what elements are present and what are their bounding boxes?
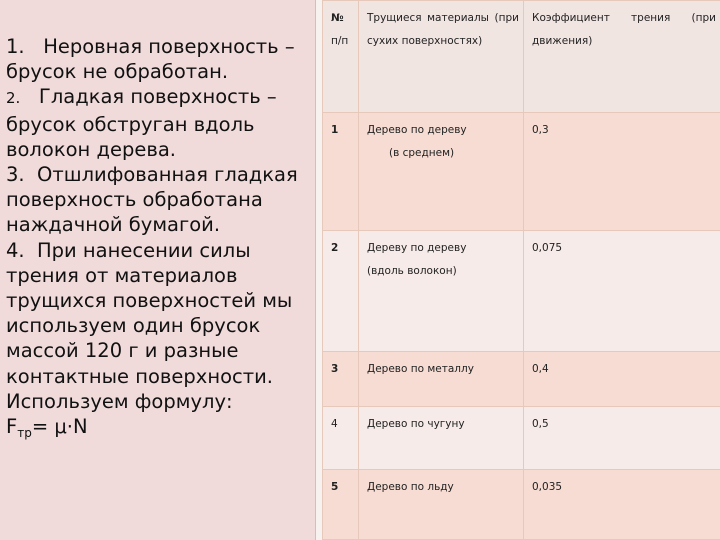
list-item-2: [6, 84, 306, 162]
row-number: 4: [323, 407, 359, 470]
formula-symbol: F: [6, 415, 18, 439]
row-material: [359, 112, 524, 230]
row-number: 5: [323, 469, 359, 539]
list-item-text: Гладкая поверхность – брусок обструган вдоль волокон дерева.: [6, 85, 277, 161]
list-item-text: Неровная поверхность – брусок не обработан.: [6, 35, 295, 84]
list-item-3: [6, 162, 306, 238]
list-item-number: 1.: [6, 35, 25, 58]
table-header-row: [323, 1, 720, 113]
table-row: [323, 351, 720, 406]
row-coefficient: 0,035: [524, 469, 720, 539]
friction-coefficient-table: [322, 0, 720, 540]
material-name: Дереву по дереву: [367, 242, 467, 255]
list-item-text: При нанесении силы трения от материалов трущихся поверхностей мы используем один брусок массой 120 г и разные контактные поверхности.: [6, 238, 293, 388]
row-material: Дерево по льду: [359, 469, 524, 539]
header-number-symbol: №: [331, 12, 344, 24]
row-number: 3: [323, 351, 359, 406]
formula-subscript: тр: [17, 426, 32, 441]
friction-table-container: [322, 0, 720, 540]
table-row: [323, 469, 720, 539]
list-item-number: 2.: [6, 89, 21, 108]
row-coefficient: 0,4: [524, 351, 720, 406]
row-material: [359, 231, 524, 351]
material-note: (вдоль волокон): [367, 265, 457, 278]
row-coefficient: 0,3: [524, 112, 720, 230]
row-material: Дерево по металлу: [359, 351, 524, 406]
method-description: [6, 34, 306, 446]
table-row: [323, 112, 720, 230]
material-name: Дерево по дереву: [367, 123, 467, 136]
row-number: 2: [323, 231, 359, 351]
row-material: Дерево по чугуну: [359, 407, 524, 470]
list-item-number: 4.: [6, 238, 25, 262]
formula-expression: = μ·N: [31, 415, 88, 439]
table-row: [323, 231, 720, 351]
header-number-label: п/п: [331, 35, 349, 47]
list-item-number: 3.: [6, 163, 25, 187]
list-item-1: [6, 34, 306, 84]
row-number: 1: [323, 112, 359, 230]
header-coefficient: Коэффициент трения (при движения): [524, 1, 720, 113]
left-text-panel: [0, 0, 316, 540]
header-materials: Трущиеся материалы (при сухих поверхностях): [359, 1, 524, 113]
list-item-4: [6, 238, 306, 389]
row-coefficient: 0,075: [524, 231, 720, 351]
row-coefficient: 0,5: [524, 407, 720, 470]
formula-intro: Используем формулу:: [6, 389, 233, 413]
table-row: [323, 407, 720, 470]
list-item-text: Отшлифованная гладкая поверхность обработана наждачной бумагой.: [6, 163, 298, 237]
header-number: [323, 1, 359, 113]
friction-formula: [6, 414, 306, 446]
material-note: (в среднем): [389, 146, 455, 159]
